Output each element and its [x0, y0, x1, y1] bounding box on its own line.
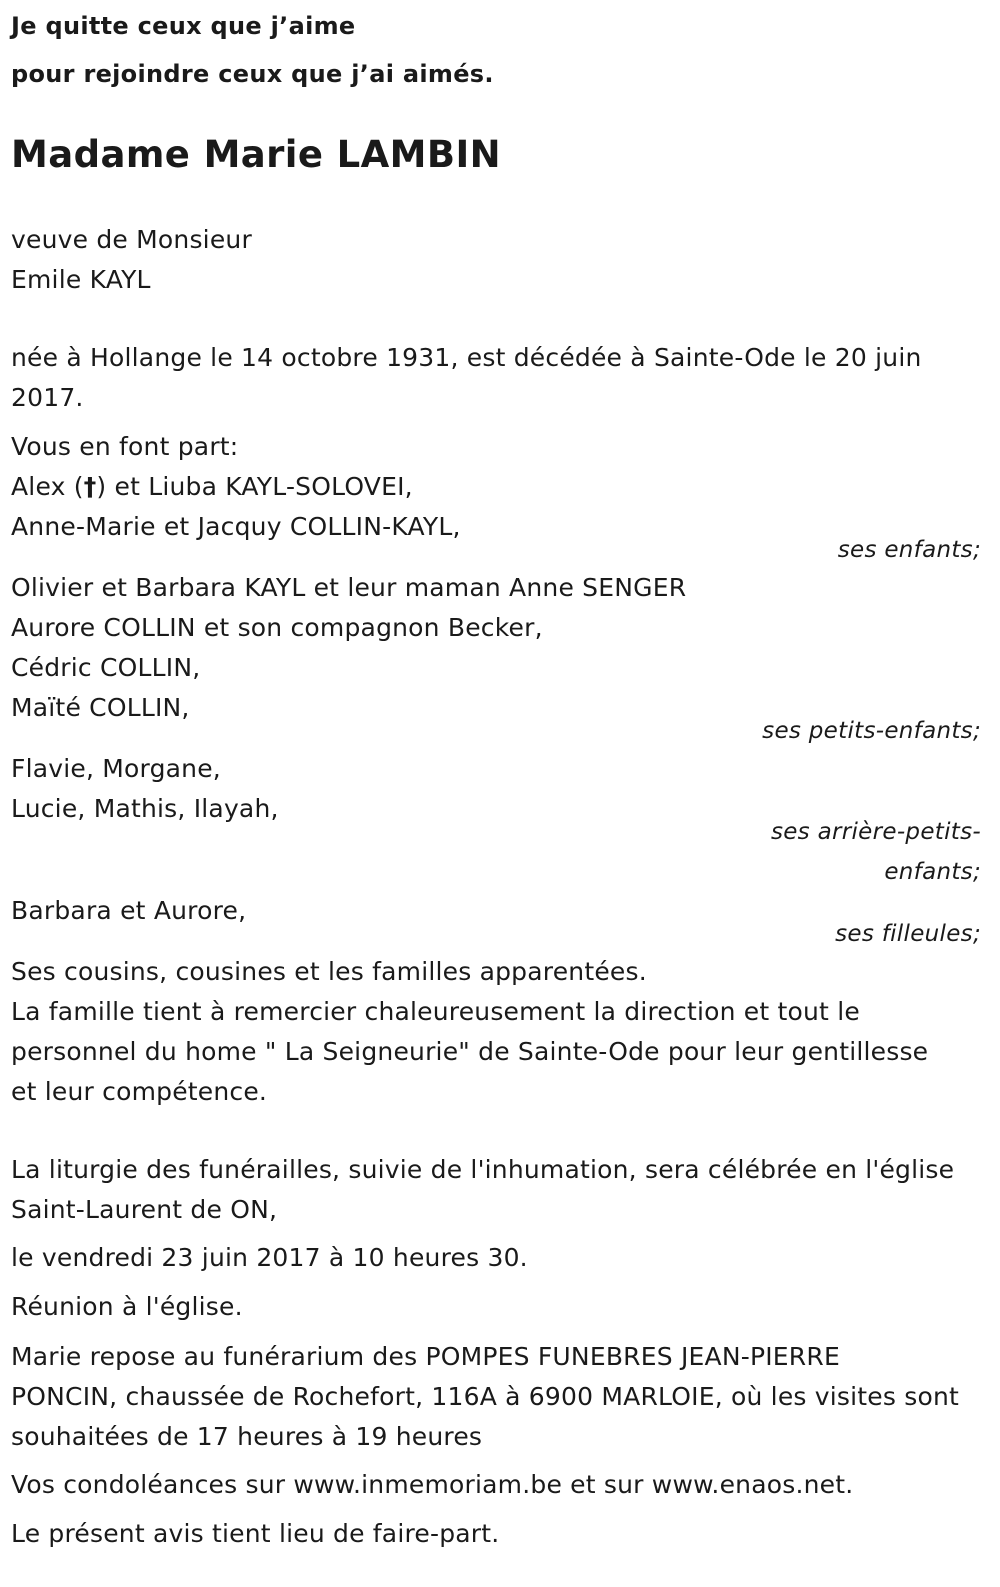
quote-line-2: pour rejoindre ceux que j’ai aimés. [11, 60, 494, 88]
relatives-line: Ses cousins, cousines et les familles apparentées. [11, 957, 647, 986]
spouse-line-2: Emile KAYL [11, 265, 151, 294]
great-grandchild-line-1: Flavie, Morgane, [11, 754, 221, 783]
children-line-1 [11, 467, 413, 507]
role-great-grandchildren-1: ses arrière-petits- [770, 819, 981, 845]
grandchild-line-3: Cédric COLLIN, [11, 653, 201, 682]
cross-icon: † [83, 472, 97, 501]
role-goddaughters: ses filleules; [835, 921, 981, 947]
spouse-line-1: veuve de Monsieur [11, 225, 252, 254]
rest-line-1: Marie repose au funérarium des POMPES FUNEBRES JEAN-PIERRE [11, 1342, 840, 1371]
liturgy-line-1: La liturgie des funérailles, suivie de l'inhumation, sera célébrée en l'église [11, 1155, 955, 1184]
children-line-1-suffix: ) et Liuba KAYL-SOLOVEI, [96, 472, 413, 501]
role-great-grandchildren-2: enfants; [884, 859, 981, 885]
children-line-2: Anne-Marie et Jacquy COLLIN-KAYL, [11, 512, 461, 541]
birth-death-line-1: née à Hollange le 14 octobre 1931, est décédée à Sainte-Ode le 20 juin [11, 343, 922, 372]
thanks-line-1: La famille tient à remercier chaleureusement la direction et tout le [11, 997, 860, 1026]
rest-line-2: PONCIN, chaussée de Rochefort, 116A à 6900 MARLOIE, où les visites sont [11, 1382, 960, 1411]
grandchild-line-1: Olivier et Barbara KAYL et leur maman Anne SENGER [11, 573, 687, 602]
meeting-line: Réunion à l'église. [11, 1292, 243, 1321]
birth-death-line-2: 2017. [11, 383, 84, 412]
grandchild-line-4: Maïté COLLIN, [11, 693, 190, 722]
grandchild-line-2: Aurore COLLIN et son compagnon Becker, [11, 613, 543, 642]
children-line-1-prefix: Alex ( [11, 472, 84, 501]
liturgy-line-2: Saint-Laurent de ON, [11, 1195, 278, 1224]
quote-line-1: Je quitte ceux que j’aime [11, 12, 356, 40]
role-grandchildren: ses petits-enfants; [762, 718, 981, 744]
thanks-line-3: et leur compétence. [11, 1077, 268, 1106]
condolences-line: Vos condoléances sur www.inmemoriam.be et sur www.enaos.net. [11, 1470, 854, 1499]
role-children: ses enfants; [837, 537, 981, 563]
great-grandchild-line-2: Lucie, Mathis, Ilayah, [11, 794, 279, 823]
notice-line: Le présent avis tient lieu de faire-part. [11, 1519, 500, 1548]
family-intro: Vous en font part: [11, 432, 239, 461]
deceased-name: Madame Marie LAMBIN [11, 133, 502, 176]
funeral-date: le vendredi 23 juin 2017 à 10 heures 30. [11, 1243, 528, 1272]
goddaughters-line: Barbara et Aurore, [11, 896, 247, 925]
rest-line-3: souhaitées de 17 heures à 19 heures [11, 1422, 483, 1451]
thanks-line-2: personnel du home " La Seigneurie" de Sainte-Ode pour leur gentillesse [11, 1037, 929, 1066]
